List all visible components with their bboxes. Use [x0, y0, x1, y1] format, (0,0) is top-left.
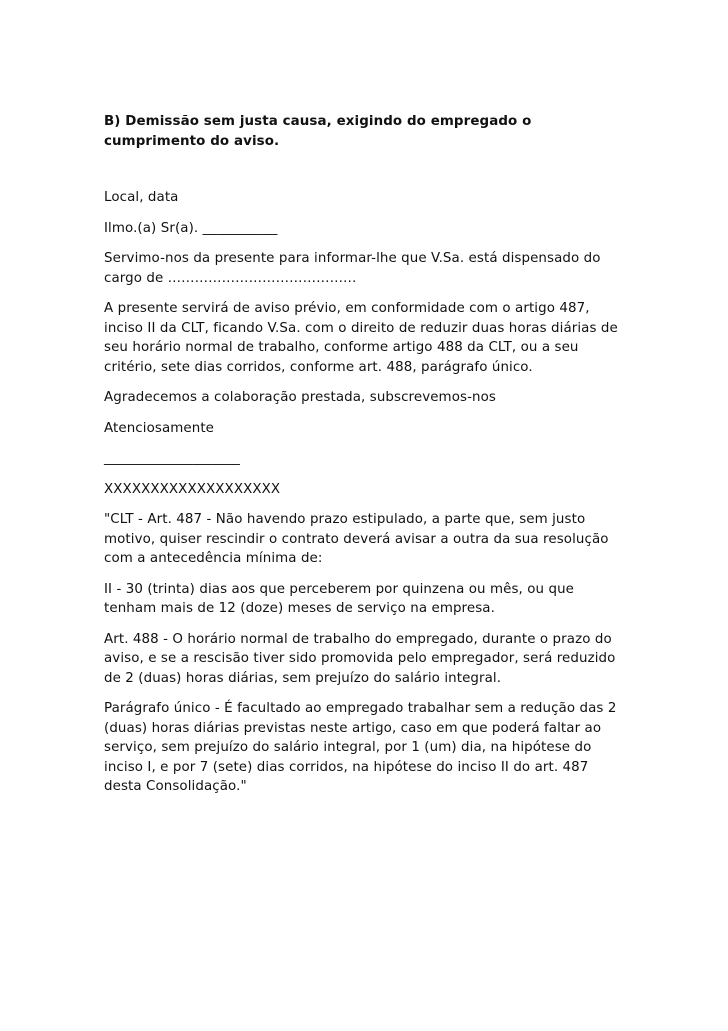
- law-paragraph-art-487: "CLT - Art. 487 - Não havendo prazo estipulado, a parte que, sem justo motivo, quiser rescindir o contrato deverá avisar a outra da sua resolução com a antecedência mínima de:: [104, 512, 609, 566]
- title-line-2: cumprimento do aviso.: [104, 133, 280, 149]
- addressee-line: Ilmo.(a) Sr(a). ___________: [104, 220, 278, 236]
- law-paragraph-art-488: Art. 488 - O horário normal de trabalho do empregado, durante o prazo do aviso, e se a rescisão tiver sido promovida pelo empregador, será reduzido de 2 (duas) horas diárias, sem prejuízo do salário integral.: [104, 631, 616, 686]
- document-page: [104, 112, 624, 808]
- law-paragraph-inciso-ii: II - 30 (trinta) dias aos que perceberem por quinzena ou mês, ou que tenham mais de 12 (doze) meses de serviço na empresa.: [104, 581, 575, 616]
- law-paragraph-unico: Parágrafo único - É facultado ao empregado trabalhar sem a redução das 2 (duas) horas diárias previstas neste artigo, caso em que poderá faltar ao serviço, sem prejuízo do salário integral, por 1 (um) dia, na hipótese do inciso I, e por 7 (sete) dias corridos, na hipótese do inciso II do art. 487 desta Consolidação.": [104, 701, 617, 794]
- title-line-1: B) Demissão sem justa causa, exigindo do empregado o: [104, 114, 532, 129]
- local-date-line: Local, data: [104, 190, 179, 205]
- signature-line: ____________________: [104, 451, 240, 466]
- document-title: [104, 112, 624, 151]
- body-paragraph-notice: A presente servirá de aviso prévio, em conformidade com o artigo 487, inciso II da CLT, ficando V.Sa. com o direito de reduzir duas horas diárias de seu horário normal de trabalho, conforme artigo 488 da CLT, ou a seu critério, sete dias corridos, conforme art. 488, parágrafo único.: [104, 301, 618, 375]
- closing-line: Atenciosamente: [104, 420, 215, 436]
- body-paragraph-thanks: Agradecemos a colaboração prestada, subscrevemos-nos: [104, 390, 496, 405]
- body-paragraph-dismissal: Servimo-nos da presente para informar-lhe que V.Sa. está dispensado do cargo de ……………………………………: [104, 251, 601, 286]
- signature-name: XXXXXXXXXXXXXXXXXXX: [104, 481, 281, 497]
